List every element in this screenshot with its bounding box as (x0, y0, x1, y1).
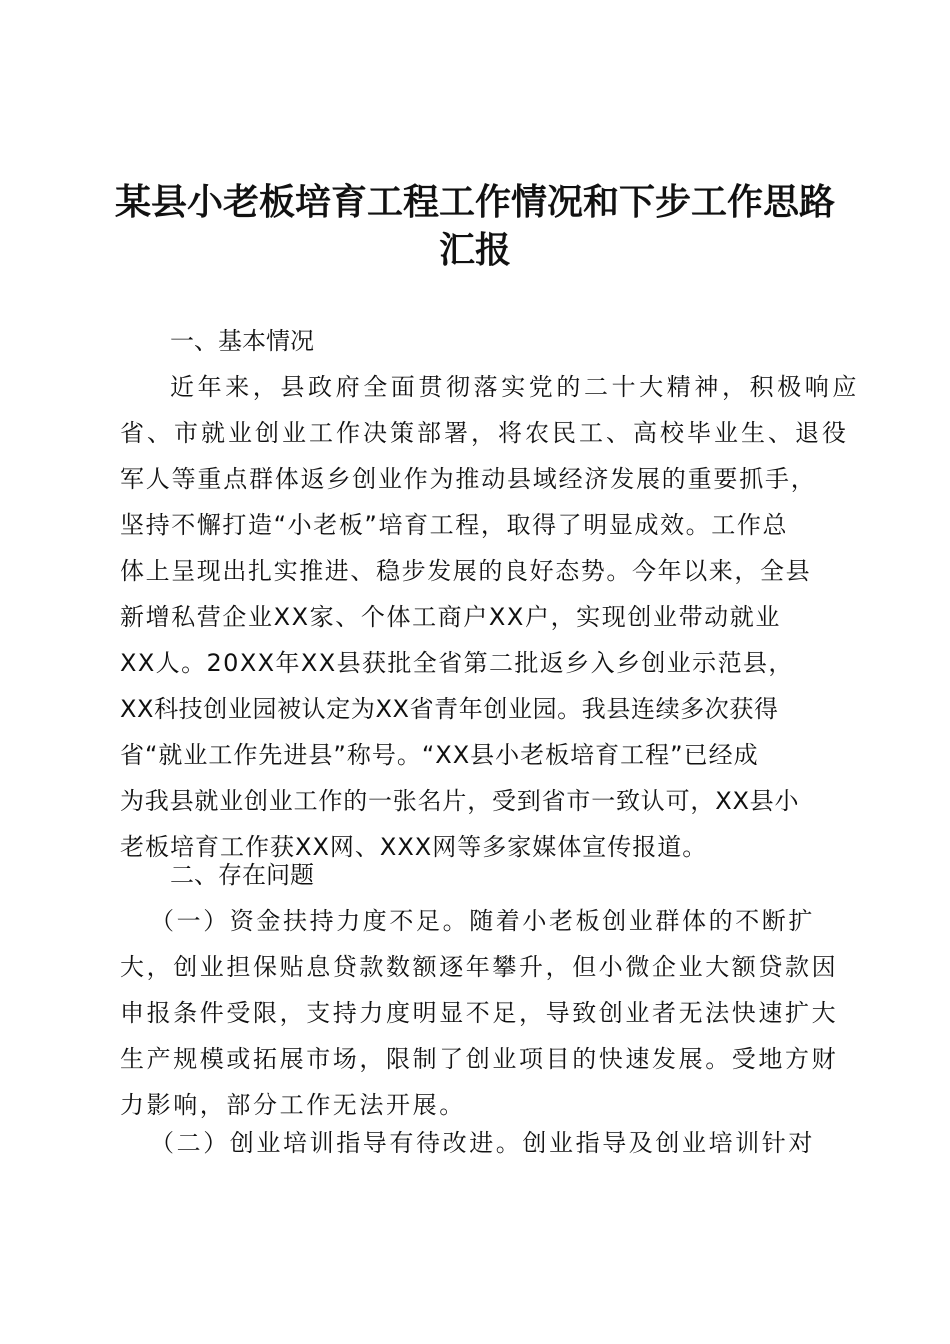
paragraph-line: 为我县就业创业工作的一张名片，受到省市一致认可，XX县小 (120, 787, 800, 815)
paragraph-line: （一）资金扶持力度不足。随着小老板创业群体的不断扩 (150, 907, 815, 935)
document-title-line-2: 汇报 (438, 229, 511, 271)
paragraph-line: 体上呈现出扎实推进、稳步发展的良好态势。今年以来，全县 (120, 557, 812, 585)
paragraph-line: 省、市就业创业工作决策部署，将农民工、高校毕业生、退役 (120, 419, 849, 447)
paragraph-line: （二）创业培训指导有待改进。创业指导及创业培训针对 (150, 1129, 815, 1157)
paragraph-line: 近年来，县政府全面贯彻落实党的二十大精神，积极响应 (170, 373, 860, 401)
paragraph-line: 生产规模或拓展市场，限制了创业项目的快速发展。受地方财 (120, 1045, 839, 1073)
paragraph-line: 新增私营企业XX家、个体工商户XX户，实现创业带动就业 (120, 603, 781, 631)
document-title-line-1: 某县小老板培育工程工作情况和下步工作思路 (114, 181, 835, 223)
paragraph-line: 力影响，部分工作无法开展。 (120, 1091, 466, 1119)
paragraph-line: 军人等重点群体返乡创业作为推动县域经济发展的重要抓手， (120, 465, 817, 493)
paragraph-line: 省“就业工作先进县”称号。“XX县小老板培育工程”已经成 (120, 741, 759, 769)
section-heading-basic-situation: 一、基本情况 (170, 327, 314, 355)
paragraph-line: 老板培育工作获XX网、XXX网等多家媒体宣传报道。 (120, 833, 708, 861)
paragraph-line: 申报条件受限，支持力度明显不足，导致创业者无法快速扩大 (120, 999, 839, 1027)
paragraph-line: XX人。20XX年XX县获批全省第二批返乡入乡创业示范县， (120, 649, 794, 677)
paragraph-line: XX科技创业园被认定为XX省青年创业园。我县连续多次获得 (120, 695, 779, 723)
paragraph-line: 坚持不懈打造“小老板”培育工程，取得了明显成效。工作总 (120, 511, 789, 539)
paragraph-line: 大，创业担保贴息贷款数额逐年攀升，但小微企业大额贷款因 (120, 953, 839, 981)
section-heading-existing-problems: 二、存在问题 (170, 861, 314, 889)
